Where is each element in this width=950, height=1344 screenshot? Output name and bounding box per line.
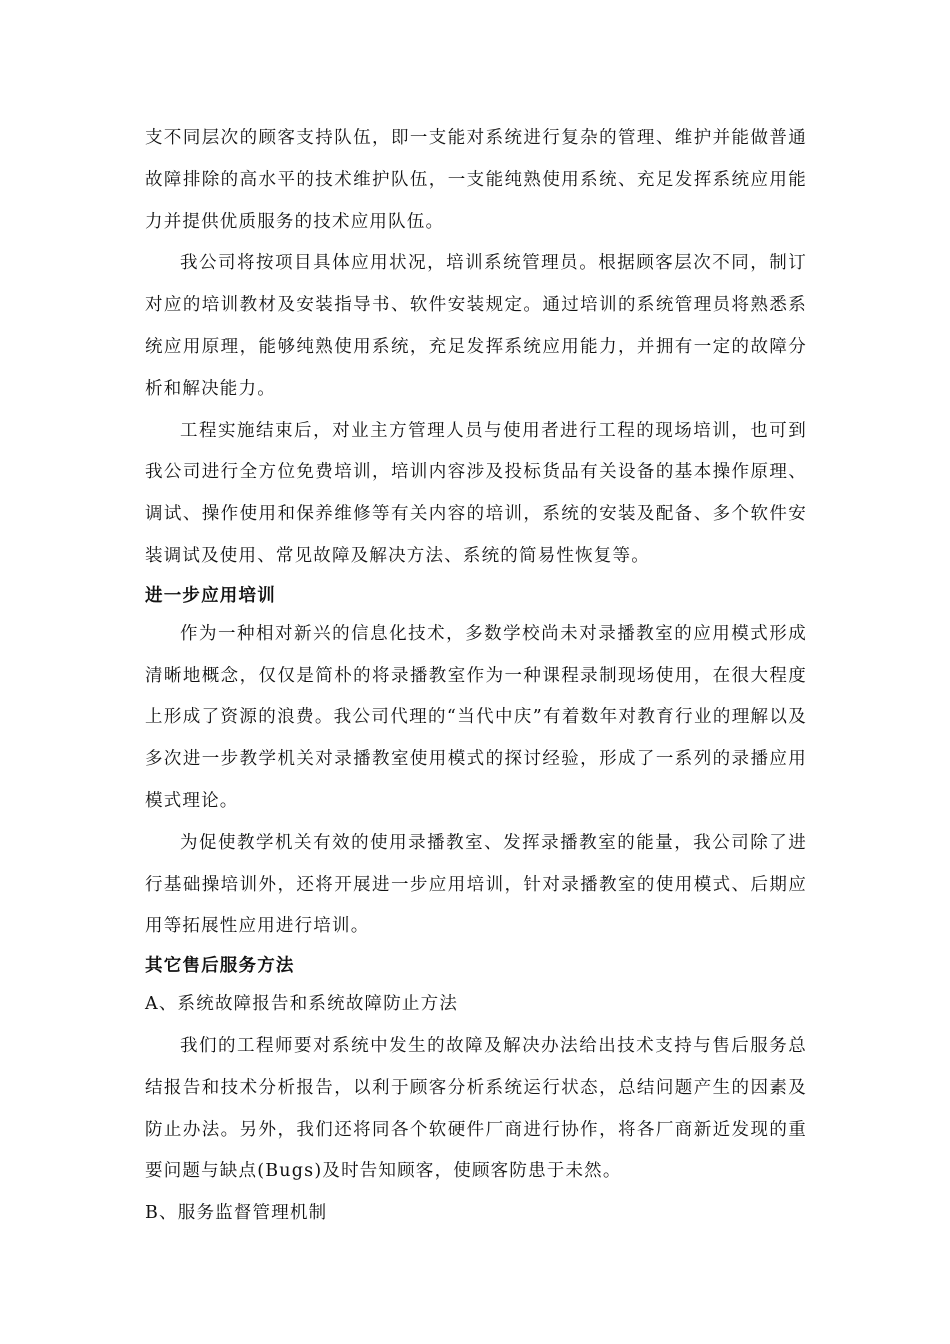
section-heading-other-services: 其它售后服务方法 [145, 956, 295, 977]
paragraph-fault-report: 我们的工程师要对系统中发生的故障及解决办法给出技术支持与售后服务总结报告和技术分析报告，以利于顾客分析系统运行状态，总结问题产生的因素及防止办法。另外，我们还将同各个软硬件厂商进行协作，将各厂商新近发现的重要问题与缺点(Bugs)及时告知顾客，使顾客防患于未然。 [145, 1035, 807, 1182]
paragraph-recording-classroom: 作为一种相对新兴的信息化技术，多数学校尚未对录播教室的应用模式形成清晰地概念，仅仅是简朴的将录播教室作为一种课程录制现场使用，在很大程度上形成了资源的浪费。我公司代理的“当代中庆”有着数年对教育行业的理解以及多次进一步教学机关对录播教室使用模式的探讨经验，形成了一系列的录播应用模式理论。 [145, 623, 807, 811]
paragraph-admin-training: 我公司将按项目具体应用状况，培训系统管理员。根据顾客层次不同，制订对应的培训教材及安装指导书、软件安装规定。通过培训的系统管理员将熟悉系统应用原理，能够纯熟使用系统，充足发挥系统应用能力，并拥有一定的故障分析和解决能力。 [145, 253, 807, 399]
subheading-fault-report: A、系统故障报告和系统故障防止方法 [145, 994, 459, 1015]
subheading-service-supervision: B、服务监督管理机制 [145, 1203, 328, 1224]
paragraph-onsite-training: 工程实施结束后，对业主方管理人员与使用者进行工程的现场培训，也可到我公司进行全方位免费培训，培训内容涉及投标货品有关设备的基本操作原理、调试、操作使用和保养维修等有关内容的培训，系统的安装及配备、多个软件安装调试及使用、常见故障及解决方法、系统的简易性恢复等。 [145, 420, 807, 566]
paragraph-advanced-training-plan: 为促使教学机关有效的使用录播教室、发挥录播教室的能量，我公司除了进行基础操培训外，还将开展进一步应用培训，针对录播教室的使用模式、后期应用等拓展性应用进行培训。 [145, 832, 807, 937]
section-heading-advanced-training: 进一步应用培训 [145, 585, 276, 606]
document-body [145, 118, 807, 1235]
paragraph-support-teams: 支不同层次的顾客支持队伍，即一支能对系统进行复杂的管理、维护并能做普通故障排除的高水平的技术维护队伍，一支能纯熟使用系统、充足发挥系统应用能力并提供优质服务的技术应用队伍。 [145, 128, 807, 232]
